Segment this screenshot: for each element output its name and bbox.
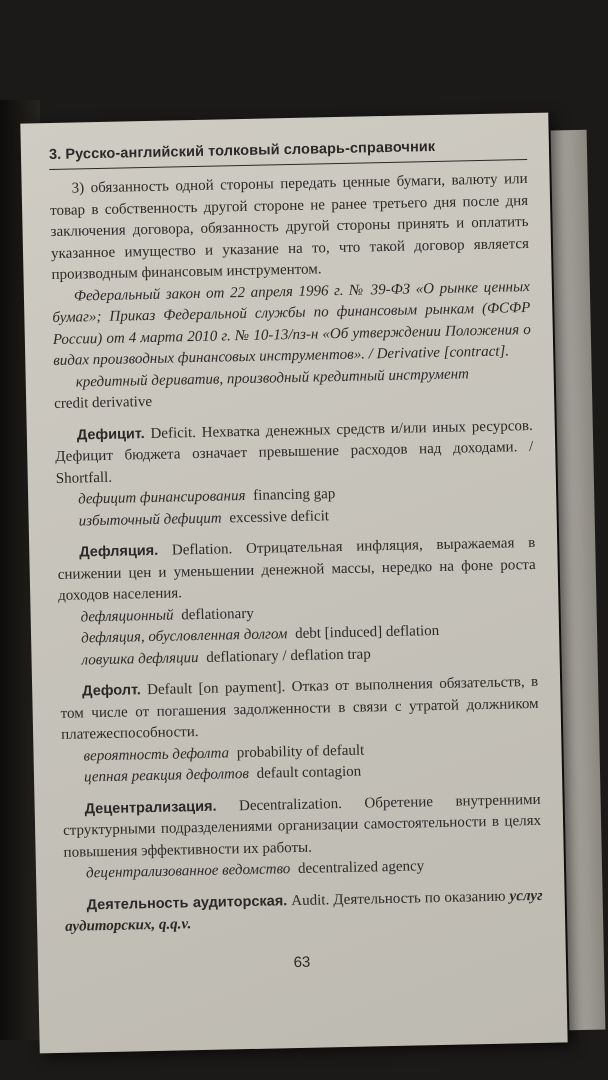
reference-tail: / Derivative [contract]. [364, 343, 510, 363]
subentry-en: excessive deficit [225, 507, 330, 526]
subentry-ru: вероятность дефолта [83, 744, 230, 764]
subentry-ru: дефляционный [80, 607, 174, 625]
entry-term: Деятельность аудиторская. [86, 892, 288, 913]
entry-definition [62, 789, 541, 863]
subentry-en: default contagion [252, 763, 362, 782]
subentry-ru: дефицит финансирования [78, 487, 246, 508]
entry-definition [60, 672, 539, 746]
dictionary-entry [62, 789, 542, 885]
entry-term: Дефицит. [76, 425, 145, 444]
entry-definition [57, 533, 536, 607]
dictionary-entry [55, 415, 535, 532]
subentry-ru: децентрализованное ведомство [85, 861, 291, 882]
subentry-en: financing gap [249, 486, 336, 504]
entry-definition [64, 885, 543, 938]
entry-term: Децентрализация. [84, 798, 217, 817]
subentry-ru: избыточный дефицит [78, 510, 222, 529]
subentry-en: credit derivative [54, 393, 153, 412]
entry-definition [55, 415, 534, 489]
subentry-en: probability of default [232, 742, 365, 761]
entry-crossref: услуг аудиторских, q.q.v. [64, 887, 543, 935]
reference-italic: Федеральный закон от 22 апреля 1996 г. № 39-ФЗ «О рынке ценных бумаг»; Приказ Федеральной службы по финансовым рынкам (ФСФР России) от 4 марта 2010 г. № 10-13/пз-н «Об утверждении Положения о видах производных финансовых инструментов». [52, 278, 531, 369]
subentry-ru: цепная реакция дефолтов [83, 765, 250, 786]
book-page [20, 113, 567, 1054]
dictionary-entry [60, 672, 540, 789]
entry-text: Deflation. Отрицательная инфляция, выражаемая в снижении цен и уменьшении денежной массы, нередко на фоне роста доходов населения. [57, 534, 536, 604]
legal-reference [52, 276, 532, 372]
continued-paragraph: 3) обязанность одной стороны передать ценные бумаги, валюту или товар в собственность другой стороне не ранее третьего дня после дня заключения договора, обязанность другой стороны принять и оплатить указанное имущество и указание на то, что такой договор является производным финансовым инструментом. [49, 171, 530, 284]
subentry-ru: ловушка дефляции [81, 649, 199, 668]
entry-text: Decentralization. Обретение внутренними структурными подразделениями организации самостоятельности в целях повышения эффективности их работы. [62, 791, 542, 861]
dictionary-entry [64, 885, 543, 938]
page-content [49, 169, 543, 938]
subentry-en: debt [induced] deflation [291, 622, 440, 643]
dictionary-entry [57, 533, 538, 672]
subentry-en: deflationary [177, 605, 254, 623]
entry-text: Deficit. Нехватка денежных средств и/или иных ресурсов. Дефицит бюджета означает превышение расходов над доходами. / Shortfall. [55, 417, 534, 487]
subentry-en: deflationary / deflation trap [202, 645, 371, 666]
entry-term: Дефляция. [79, 542, 159, 561]
running-header: 3. Русско-английский толковый словарь-справочник [49, 137, 527, 170]
subentry-ru: дефляция, обусловленная долгом [80, 626, 288, 647]
entry-text: Default [on payment]. Отказ от выполнения обязательств, в том числе от погашения задолженности в связи с утратой должником платежеспособности. [60, 673, 539, 743]
entry-term: Дефолт. [82, 682, 142, 700]
subentry-ru: кредитный дериватив, производный кредитный инструмент [75, 365, 470, 391]
subentry-en: decentralized agency [294, 858, 425, 878]
entry-text: Audit. Деятельность по оказанию [287, 888, 510, 909]
page-number: 63 [293, 953, 311, 972]
